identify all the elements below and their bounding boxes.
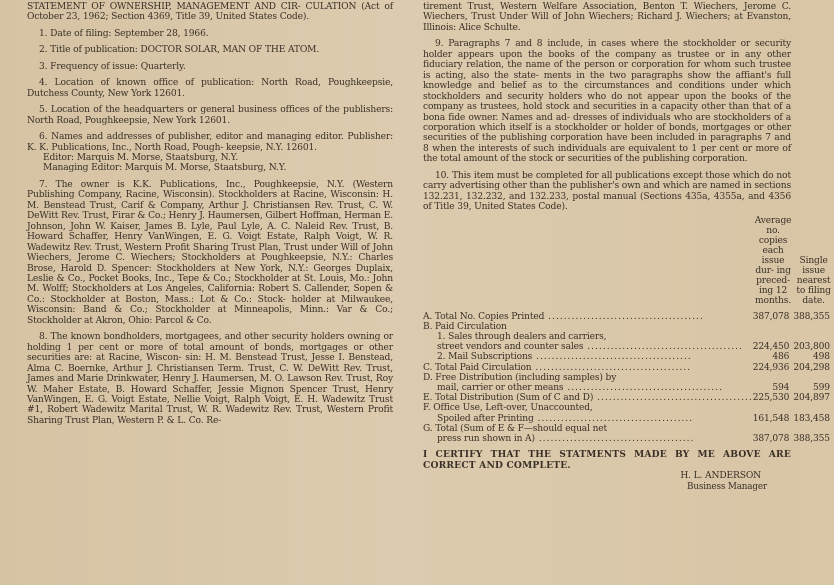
item-9-trustees: 9. Paragraphs 7 and 8 include, in cases where the stockholder or security holder appears upon the books of the company as trustee or in any other fiduciary relation, the name of the person or corporation for whom such trustee is acting, also the state- ments in the two paragraphs show the affiant's full knowledge and belief as to the circumstances and conditions under which stockholders and security holders who do not appear upon the books of the company as trustees, hold stock and securities in a capacity other than that of a bona fide owner. Names and ad- dresses of individuals who are stockholders of a corporation which itself is a stockholder or holder of bonds, mortgages or other securities of the publishing corporation have been included in paragraphs 7 and 8 when the interests of such individuals are equivalent to 1 per cent or more of the total amount of the stock or securities of the publishing corporation. — [423, 39, 791, 165]
item-6-editor: Editor: Marquis M. Morse, Staatsburg, N.Y. — [43, 152, 239, 163]
item-8-continued: tirement Trust, Western Welfare Association, Benton T. Wiechers, Jerome C. Wiechers, Trust Under Will of John Wiechers; Richard J. Wiechers; at Evanston, Illinois: Alice Schulte. — [423, 2, 791, 33]
row-single-issue-value: 388,355 — [793, 311, 830, 322]
row-average-value: 225,530 — [752, 393, 790, 404]
row-average-value — [753, 322, 794, 332]
item-6-publisher: 6. Names and addresses of publisher, editor and managing editor. Publisher: K. K. Publications, Inc., North Road, Pough- keepsie, N.Y. 12601. — [27, 132, 393, 153]
item-6-managing-editor: Managing Editor: Marquis M. Morse, Staatsburg, N.Y. — [43, 163, 287, 174]
row-average-value: 224,936 — [752, 362, 790, 373]
row-label: A. Total No. Copies Printed ..... — [423, 312, 753, 322]
row-single-issue-value — [793, 373, 834, 383]
item-1-date-of-filing: 1. Date of filing: September 28, 1966. — [39, 28, 209, 39]
row-single-issue-value: 203,800 — [793, 342, 830, 353]
table-row — [423, 363, 834, 373]
col-header-average: Average no. copies each issue dur- ing preced- ing 12 months. — [754, 215, 792, 306]
row-single-issue-value: 204,298 — [793, 362, 830, 373]
item-5-headquarters: 5. Location of the headquarters or general business offices of the publishers: North Road, Poughkeepsie, New York 12601. — [27, 105, 393, 126]
row-single-issue-value: 599 — [812, 383, 830, 394]
row-label: D. Free Distribution (including samples) by — [423, 372, 617, 383]
row-label: 1. Sales through dealers and carriers, — [437, 332, 607, 343]
row-average-value: 387,078 — [752, 311, 790, 322]
table-row — [423, 373, 834, 383]
row-single-issue-value: 204,897 — [793, 393, 830, 404]
row-average-value: 486 — [772, 352, 790, 363]
table-row — [423, 332, 834, 342]
row-single-issue-value — [793, 332, 834, 342]
row-label: street vendors and counter sales ..... — [423, 342, 753, 352]
item-10-circulation-intro: 10. This item must be completed for all publications except those which do not carry advertising other than the publisher's own and which are named in sections 132.231, 132.232, and 132.233, postal manual (Sections 435a, 4355a, and 4356 of Title 39, United States Code). — [423, 170, 791, 213]
item-4-office-location: 4. Location of known office of publication: North Road, Poughkeepsie, Dutchess County, New York 12601. — [27, 78, 393, 99]
row-label: G. Total (Sum of E & F—should equal net — [423, 423, 608, 434]
row-label: 2. Mail Subscriptions ..... — [423, 352, 753, 362]
table-row — [423, 342, 834, 352]
statement-heading: STATEMENT OF OWNERSHIP, MANAGEMENT AND CIR- CULATION (Act of October 23, 1962; Section 4369, Title 39, United States Code). — [27, 2, 393, 23]
signer-name: H. L. ANDERSON — [680, 471, 761, 482]
row-average-value: 161,548 — [752, 413, 790, 424]
item-2-title: 2. Title of publication: DOCTOR SOLAR, MAN OF THE ATOM. — [39, 45, 320, 56]
row-average-value: 387,078 — [752, 434, 790, 445]
row-average-value: 224,450 — [752, 342, 790, 353]
row-single-issue-value: 388,355 — [793, 434, 830, 445]
col-header-single-issue: Single issue nearest to filing date. — [796, 255, 831, 306]
circulation-table — [423, 216, 834, 445]
row-label: B. Paid Circulation — [423, 321, 507, 332]
row-average-value: 594 — [772, 383, 790, 394]
row-label: E. Total Distribution (Sum of C and D) ..... — [423, 393, 753, 403]
row-label: press run shown in A) ..... — [423, 434, 753, 444]
row-single-issue-value — [793, 322, 834, 332]
table-row — [423, 403, 834, 413]
item-7-owners: 7. The owner is K.K. Publications, Inc., Poughkeepsie, N.Y. (Western Publishing Company, Racine, Wisconsin). Stockholders at Racine, Wisconsin: H. M. Benstead Trust, Carif & Company, Arthur J. Christiansen Rev. Trust, C. W. DeWitt Rev. Trust, Firar & Co.; Henry J. Haumersen, Gilbert Hoffman, Herman E. Johnson, John W. Kaiser, James B. Lyle, Paul Lyle, A. C. Naleid Rev. Trust, B. Howard Schaffer, Henry VanWingen, E. G. Voigt Estate, Ralph Voigt, W. R. Wadewitz Rev. Trust, Western Profit Sharing Trust Plan, Trust under Will of John Wiechers, Jerome C. Wiechers; Stockholders at Poughkeepsie, N.Y.: Charles Brose, Harold D. Spencer: Stockholders at New York, N.Y.: Georges Duplaix, Leslie & Co., Pocket Books, Inc., Tepe & Co.; Stockholder at St. Louis, Mo.: John M. Wolff; Stockholders at Los Angeles, California: Robert S. Callender, Sopen & Co.: Stockholder at Boston, Mass.: Lot & Co.: Stock- holder at Milwaukee, Wisconsin: Band & Co.; Stockholder at Minneapolis, Minn.: Var & Co.; Stockholder at Akron, Ohio: Parcol & Co. — [27, 179, 393, 326]
table-row — [423, 414, 834, 424]
row-label: Spoiled after Printing ..... — [423, 414, 753, 424]
row-label: mail, carrier or other means ..... — [423, 383, 753, 393]
row-label: F. Office Use, Left-over, Unaccounted, — [423, 403, 593, 414]
table-row — [423, 434, 834, 444]
table-row — [423, 393, 834, 403]
row-label: C. Total Paid Circulation ..... — [423, 363, 753, 373]
row-single-issue-value: 183,458 — [793, 413, 830, 424]
row-single-issue-value — [793, 403, 834, 413]
item-3-frequency: 3. Frequency of issue: Quarterly. — [39, 61, 186, 72]
table-row — [423, 322, 834, 332]
row-single-issue-value: 498 — [812, 352, 830, 363]
certification: I CERTIFY THAT THE STATMENTS MADE BY ME ABOVE ARE CORRECT AND COMPLETE. — [423, 449, 791, 471]
row-average-value — [753, 373, 794, 383]
right-column — [423, 2, 831, 492]
item-8-bondholders: 8. The known bondholders, mortgagees, and other security holders owning or holding 1 per cent or more of total amount of bonds, mortgages or other securities are: at Racine, Wiscon- sin: H. M. Benstead Trust, Jesse I. Benstead, Alma C. Boernke, Arthur J. Christiansen Term. Trust, C. W. DeWitt Rev. Trust, James and Marie Drinkwater, Henry J. Haumersen, M. O. Lawson Rev. Trust, Roy W. Maher Estate, B. Howard Schaffer, Jessie Mignon Spencer Trust, Henry VanWingen, E. G. Voigt Estate, Nellie Voigt, Ralph Voigt, E. H. Wadewitz Trust #1, Robert Wadewitz Marital Trust, W. R. Wadewitz Rev. Trust, Western Profit Sharing Trust Plan, Western P. & L. Co. Re- — [27, 332, 393, 426]
signer-title: Business Manager — [687, 481, 767, 492]
row-single-issue-value — [793, 424, 834, 434]
table-row — [423, 383, 834, 393]
table-row — [423, 352, 834, 362]
left-column — [27, 2, 393, 426]
row-average-value — [753, 403, 794, 413]
row-average-value — [753, 332, 794, 342]
row-average-value — [753, 424, 794, 434]
table-row — [423, 312, 834, 322]
circulation-table-header — [423, 216, 834, 306]
table-row — [423, 424, 834, 434]
